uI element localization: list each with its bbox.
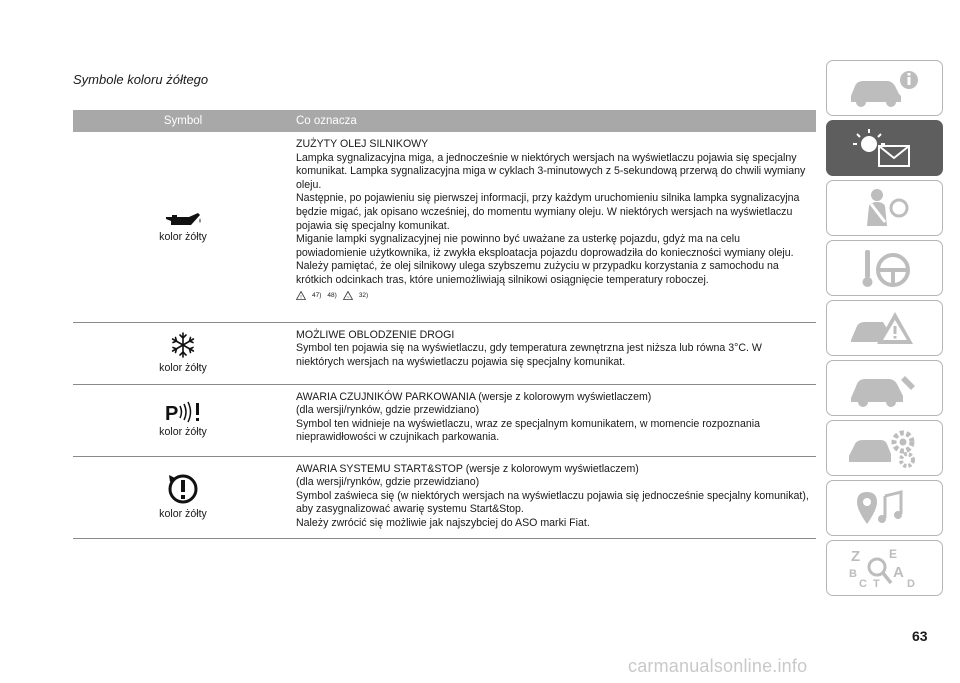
warning-lights-messages-icon (845, 126, 925, 170)
meaning-paragraph: Lampka sygnalizacyjna miga, a jednocześnie w niektórych wersjach na wyświetlaczu pojawia się specjalny komunikat. Lampka sygnalizacyjna miga w cyklach 3-minutowych z 5-sekundową przerwą do chwili wymiany oleju. (296, 151, 806, 191)
meaning-heading: AWARIA SYSTEMU START&STOP (wersje z kolorowym wyświetlaczem) (296, 462, 639, 475)
index-letter: E (888, 547, 897, 561)
tab-multimedia[interactable] (826, 480, 943, 536)
chapter-tabs (826, 60, 943, 600)
car-maintenance-icon (845, 366, 925, 410)
symbol-cell (73, 384, 293, 456)
table-row (73, 456, 816, 538)
svg-text:~: ~ (346, 294, 350, 300)
meaning-paragraph: Następnie, po pojawieniu się pierwszej informacji, przy każdym uruchomieniu silnika lampka sygnalizacyjna będzie migać, jak opisano wcześniej, do momentu wymiany oleju. W niektórych wersjach na wyświetlaczu pojawia się specjalny komunikat. (296, 192, 800, 232)
reference-number: 32) (358, 291, 369, 299)
index-letter: Z (850, 548, 860, 565)
index-letter: B (848, 568, 857, 580)
oil-can-icon (163, 209, 203, 229)
alphabetical-index-icon (845, 545, 925, 591)
section-title: Symbole koloru żółtego (73, 72, 209, 87)
index-letter: A (892, 564, 904, 581)
tab-starting-driving[interactable] (826, 240, 943, 296)
meaning-paragraph: Należy zwrócić się możliwie jak najszybciej do ASO marki Fiat. (296, 516, 590, 529)
meaning-paragraph: Należy pamiętać, że olej silnikowy ulega szybszemu zużyciu w przypadku korzystania z samochodu na krótkich odcinkach tras, które uniemożliwiają silnikowi osiągnięcie temperatury roboczej. (296, 260, 779, 286)
symbol-cell (73, 322, 293, 384)
meaning-paragraph: (dla wersji/rynków, gdzie przewidziano) (296, 404, 480, 417)
watermark: carmanualsonline.info (628, 656, 808, 676)
tab-emergency[interactable] (826, 300, 943, 356)
column-header-symbol: Symbol (73, 110, 293, 132)
meaning-cell (293, 132, 816, 322)
meaning-paragraph: Symbol ten pojawia się na wyświetlaczu, gdy temperatura zewnętrzna jest niższa lub równa 3°C. W niektórych wersjach na wyświetlaczu pojawia się specjalny komunikat. (296, 342, 762, 368)
meaning-cell (293, 322, 816, 384)
car-info-icon (845, 66, 925, 110)
symbol-table (73, 110, 816, 539)
reference-number: 48) (327, 291, 337, 299)
tab-warning-lights[interactable] (826, 120, 943, 176)
meaning-heading: MOŻLIWE OBLODZENIE DROGI (296, 328, 455, 341)
snowflake-icon (168, 330, 198, 360)
caution-triangle-icon (343, 291, 353, 300)
key-steering-wheel-icon (845, 246, 925, 290)
meaning-paragraph: Symbol ten widnieje na wyświetlaczu, wraz ze specjalnym komunikatem, w momencie rozpoznania nieprawidłowości w czujnikach parkowania. (296, 417, 760, 444)
table-row (73, 132, 816, 322)
reference-notes (296, 289, 813, 303)
start-stop-failure-icon (166, 472, 200, 506)
tab-safety[interactable] (826, 180, 943, 236)
meaning-heading: AWARIA CZUJNIKÓW PARKOWANIA (wersje z kolorowym wyświetlaczem) (296, 390, 652, 403)
tab-car-info[interactable] (826, 60, 943, 116)
page-number: 63 (912, 628, 928, 644)
symbol-color-label: kolor żółty (159, 426, 207, 439)
table-row (73, 384, 816, 456)
parking-sensor-warning-icon (163, 400, 203, 424)
meaning-paragraph: Miganie lampki sygnalizacyjnej nie powinno być uważane za usterkę pojazdu, gdyż ma na celu powiadomienie użytkownika, iż zwykła eksploatacja pojazdu doprowadziła do konieczności wymiany oleju. (296, 233, 794, 259)
index-letter: D (906, 578, 915, 590)
emergency-car-icon (845, 306, 925, 350)
meaning-cell (293, 384, 816, 456)
tab-index[interactable] (826, 540, 943, 596)
index-letter: T (872, 578, 880, 590)
reference-number: 47) (312, 291, 322, 299)
symbol-color-label: kolor żółty (159, 230, 207, 243)
meaning-paragraph: Symbol zaświeca się (w niektórych wersjach na wyświetlaczu pojawia się jednocześnie specjalny komunikat), aby zasygnalizować awarię systemu Start&Stop. (296, 489, 809, 516)
svg-text:P: P (165, 403, 179, 425)
symbol-color-label: kolor żółty (159, 508, 207, 521)
meaning-paragraph: (dla wersji/rynków, gdzie przewidziano) (296, 476, 480, 489)
svg-text:!: ! (300, 294, 302, 300)
technical-data-gears-icon (845, 426, 925, 470)
symbol-cell (73, 132, 293, 322)
table-row (73, 322, 816, 384)
tab-maintenance[interactable] (826, 360, 943, 416)
table-header-row (73, 110, 816, 132)
meaning-cell (293, 456, 816, 538)
seatbelt-airbag-icon (845, 186, 925, 230)
multimedia-music-icon (845, 486, 925, 530)
index-letter: C (858, 578, 867, 590)
meaning-heading: ZUŻYTY OLEJ SILNIKOWY (296, 138, 429, 150)
symbol-cell (73, 456, 293, 538)
symbol-color-label: kolor żółty (159, 362, 207, 375)
warning-triangle-icon (296, 291, 306, 300)
tab-technical-data[interactable] (826, 420, 943, 476)
column-header-meaning: Co oznacza (293, 110, 816, 132)
